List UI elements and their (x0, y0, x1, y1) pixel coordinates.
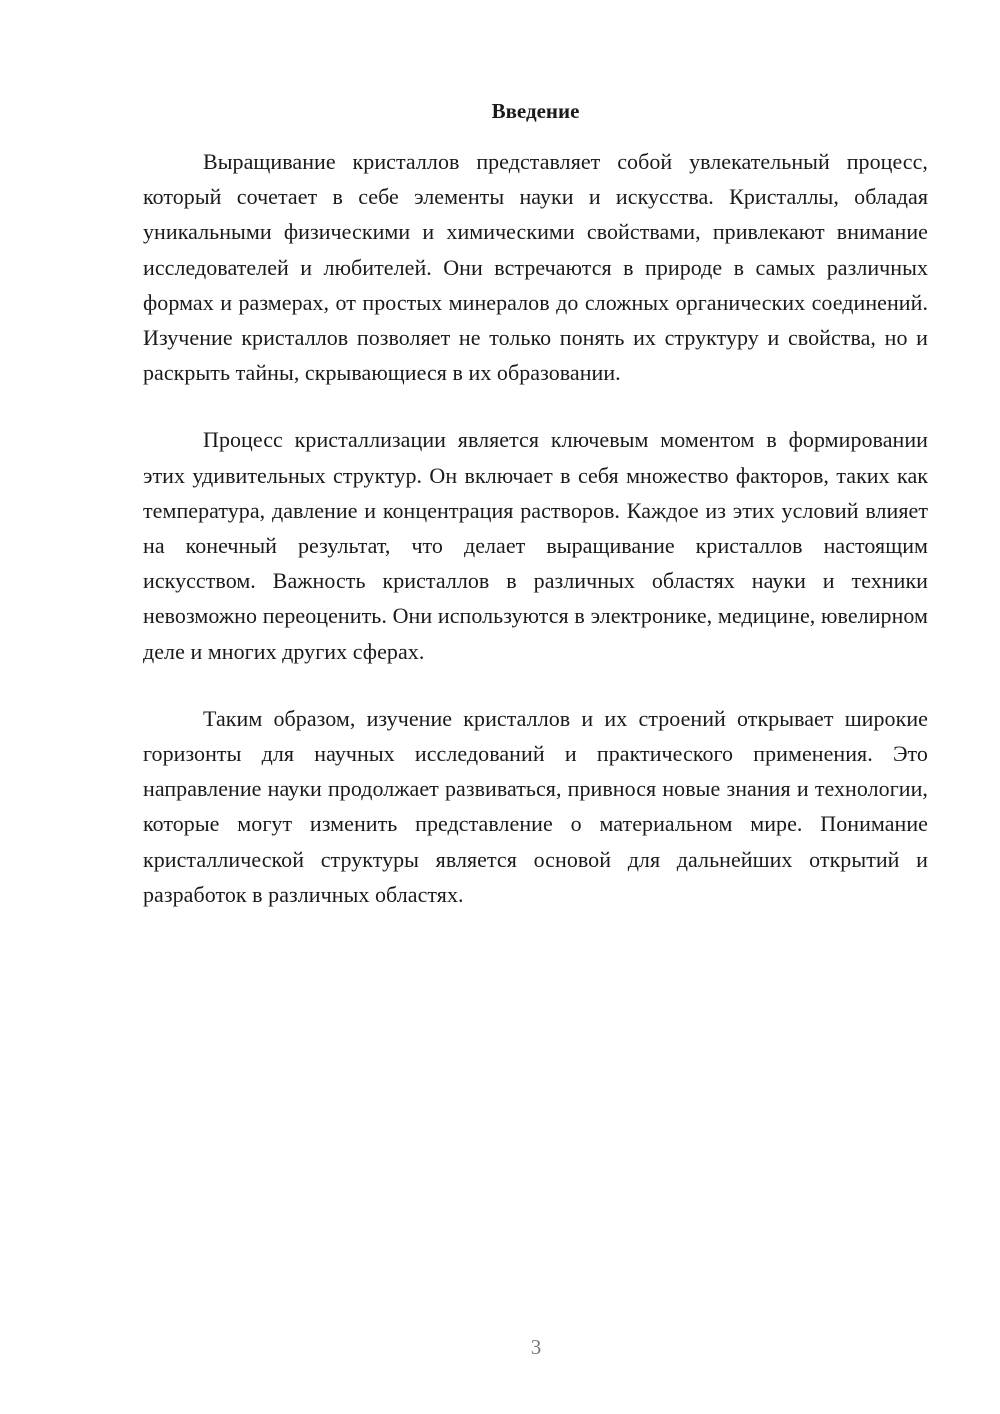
paragraph-2: Процесс кристаллизации является ключевым моментом в формировании этих удивительных структур. Он включает в себя множество факторов, таких как температура, давление и концентрация растворов. Каждое из этих условий влияет на конечный результат, что делает выращивание кристаллов настоящим искусством. Важность кристаллов в различных областях науки и техники невозможно переоценить. Они используются в электронике, медицине, ювелирном деле и многих других сферах. (143, 427, 928, 664)
paragraph-3: Таким образом, изучение кристаллов и их строений открывает широкие горизонты для научных исследований и практического применения. Это направление науки продолжает развиваться, привнося новые знания и технологии, которые могут изменить представление о материальном мире. Понимание кристаллической структуры является основой для дальнейших открытий и разработок в различных областях. (143, 705, 928, 907)
paragraph-1: Выращивание кристаллов представляет собой увлекательный процесс, который сочетает в себе элементы науки и искусства. Кристаллы, обладая уникальными физическими и химическими свойствами, привлекают внимание исследователей и любителей. Они встречаются в природе в самых различных формах и размерах, от простых минералов до сложных органических соединений. Изучение кристаллов позволяет не только понять их структуру и свойства, но и раскрыть тайны, скрывающиеся в их образовании. (143, 149, 928, 386)
document-body (143, 96, 928, 944)
page-number: 3 (530, 1335, 542, 1359)
page-title: Введение (491, 99, 580, 123)
